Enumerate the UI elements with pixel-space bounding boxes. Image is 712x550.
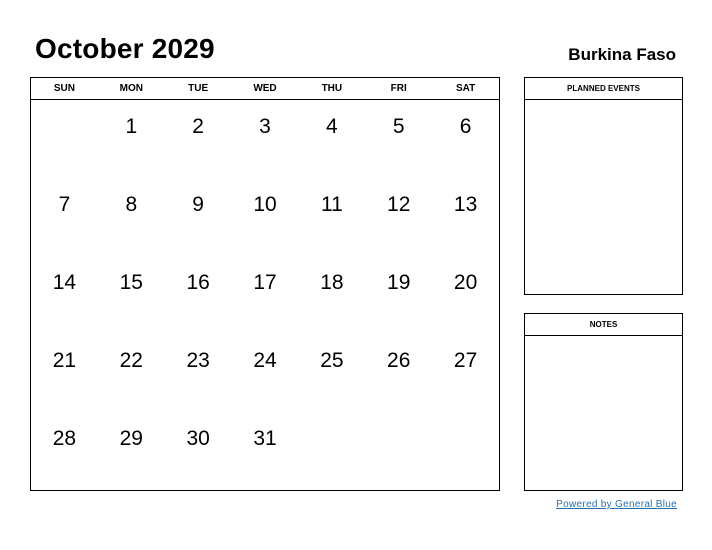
day-cell: 22	[119, 349, 143, 372]
day-cell: 5	[392, 115, 405, 138]
week-row	[31, 100, 499, 178]
day-cell: 17	[253, 271, 277, 294]
week-row	[31, 178, 499, 256]
day-cell: 13	[453, 193, 478, 216]
weekday-thu: THU	[321, 83, 343, 94]
weekday-wed: WED	[253, 83, 277, 94]
day-cell: 6	[459, 115, 472, 138]
weekday-sun: SUN	[53, 83, 75, 94]
day-cell: 20	[453, 271, 478, 294]
day-cell: 12	[387, 193, 411, 216]
week-row	[31, 412, 499, 490]
day-cell: 23	[186, 349, 210, 372]
weekday-sat: SAT	[455, 83, 476, 94]
day-cell: 11	[320, 193, 343, 216]
day-cell: 25	[320, 349, 344, 372]
day-cell: 7	[58, 193, 71, 216]
day-cell: 2	[192, 115, 204, 138]
day-cell: 30	[186, 427, 210, 450]
powered-by-link[interactable]: Powered by General Blue	[556, 499, 677, 510]
week-row	[31, 334, 499, 412]
weekday-header	[31, 78, 499, 100]
day-cell: 15	[119, 271, 143, 294]
country-label: Burkina Faso	[568, 45, 676, 64]
day-cell: 9	[192, 193, 204, 216]
day-cell: 3	[259, 115, 271, 138]
day-cell: 16	[186, 271, 210, 294]
day-cell	[298, 412, 365, 490]
day-cell: 27	[453, 349, 478, 372]
planned-events-panel	[524, 77, 683, 295]
day-cell: 29	[119, 427, 143, 450]
day-cell	[365, 412, 432, 490]
weekday-tue: TUE	[188, 83, 209, 94]
calendar-grid	[30, 77, 500, 491]
page-title: October 2029	[35, 33, 215, 64]
day-cell: 21	[52, 349, 77, 372]
day-cell	[432, 412, 499, 490]
day-cell: 26	[387, 349, 411, 372]
day-cell: 8	[125, 193, 138, 216]
planned-events-heading: PLANNED EVENTS	[525, 78, 682, 100]
week-row	[31, 256, 499, 334]
day-cell: 31	[253, 427, 277, 450]
day-cell	[31, 100, 98, 178]
calendar-weeks	[31, 100, 499, 490]
notes-heading: NOTES	[525, 314, 682, 336]
day-cell: 1	[125, 115, 138, 138]
day-cell: 28	[52, 427, 77, 450]
day-cell: 19	[387, 271, 411, 294]
weekday-fri: FRI	[390, 83, 407, 94]
day-cell: 24	[253, 349, 277, 372]
day-cell: 18	[320, 271, 344, 294]
day-cell: 10	[253, 193, 277, 216]
notes-panel	[524, 313, 683, 491]
weekday-mon: MON	[119, 83, 143, 94]
day-cell: 4	[326, 115, 338, 138]
day-cell: 14	[52, 271, 77, 294]
